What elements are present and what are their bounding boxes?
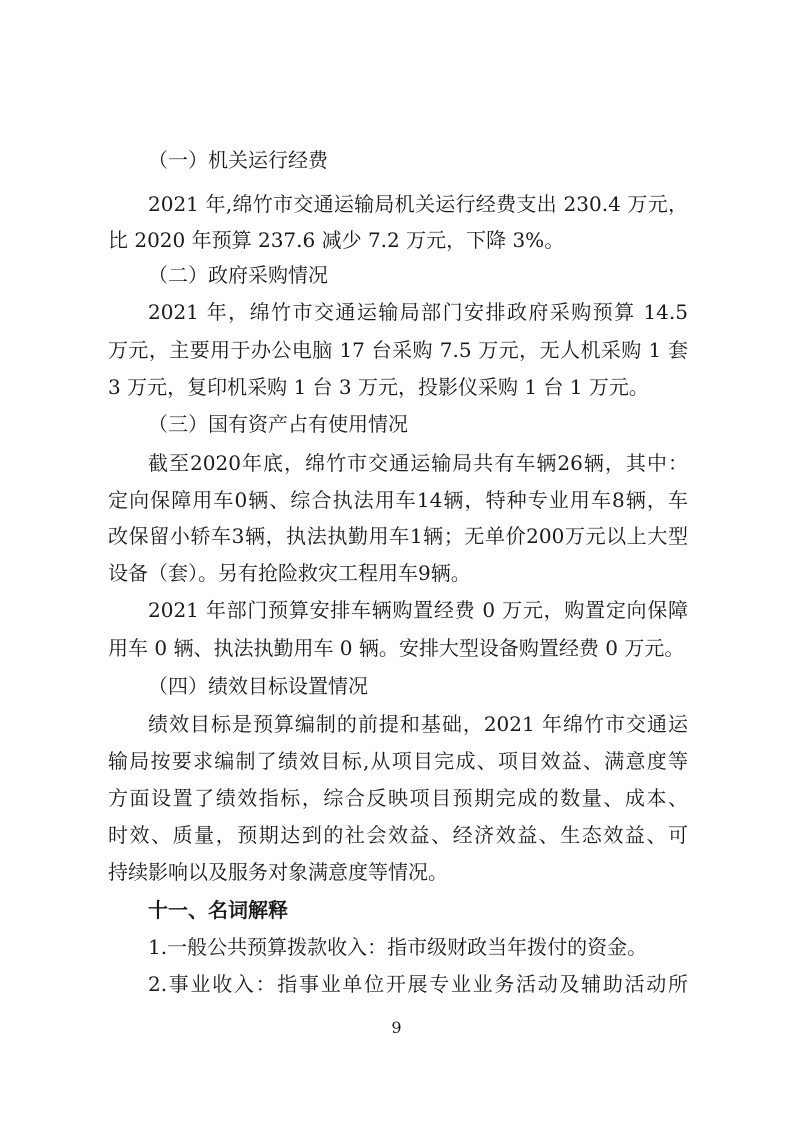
paragraph-line: 2021 年，绵竹市交通运输局部门安排政府采购预算 14.5 (148, 300, 688, 324)
paragraph-line: 万元，主要用于办公电脑 17 台采购 7.5 万元，无人机采购 1 套 (108, 338, 688, 362)
paragraph-line: 用车 0 辆、执法执勤用车 0 辆。安排大型设备购置经费 0 万元。 (108, 636, 685, 660)
paragraph-line: 方面设置了绩效指标，综合反映项目预期完成的数量、成本、 (108, 786, 688, 810)
paragraph-line: 输局按要求编制了绩效目标,从项目完成、项目效益、满意度等 (108, 749, 688, 773)
section-heading-1: （一）机关运行经费 (148, 148, 328, 172)
definition-line: 1.一般公共预算拨款收入：指市级财政当年拨付的资金。 (148, 935, 648, 959)
paragraph-line: 设备（套）。另有抢险救灾工程用车9辆。 (108, 561, 471, 585)
section-heading-4: （四）绩效目标设置情况 (148, 674, 368, 698)
paragraph-line: 持续影响以及服务对象满意度等情况。 (108, 860, 448, 884)
definition-line: 2.事业收入：指事业单位开展专业业务活动及辅助活动所 (148, 972, 688, 996)
paragraph-line: 截至2020年底，绵竹市交通运输局共有车辆26辆，其中： (148, 451, 688, 475)
chapter-heading: 十一、名词解释 (148, 898, 288, 922)
paragraph-line: 绩效目标是预算编制的前提和基础，2021 年绵竹市交通运 (148, 712, 688, 736)
section-heading-2: （二）政府采购情况 (148, 263, 328, 287)
paragraph-line: 2021 年,绵竹市交通运输局机关运行经费支出 230.4 万元， (148, 192, 688, 216)
paragraph-line: 改保留小轿车3辆，执法执勤用车1辆；无单价200万元以上大型 (108, 524, 688, 548)
paragraph-line: 时效、质量，预期达到的社会效益、经济效益、生态效益、可 (108, 823, 688, 847)
paragraph-line: 2021 年部门预算安排车辆购置经费 0 万元，购置定向保障 (148, 598, 688, 622)
paragraph-line: 比 2020 年预算 237.6 减少 7.2 万元，下降 3%。 (108, 228, 565, 252)
paragraph-line: 3 万元，复印机采购 1 台 3 万元，投影仪采购 1 台 1 万元。 (108, 375, 649, 399)
section-heading-3: （三）国有资产占有使用情况 (148, 412, 408, 436)
paragraph-line: 定向保障用车0辆、综合执法用车14辆，特种专业用车8辆，车 (108, 488, 688, 512)
page-number: 9 (391, 1018, 402, 1037)
